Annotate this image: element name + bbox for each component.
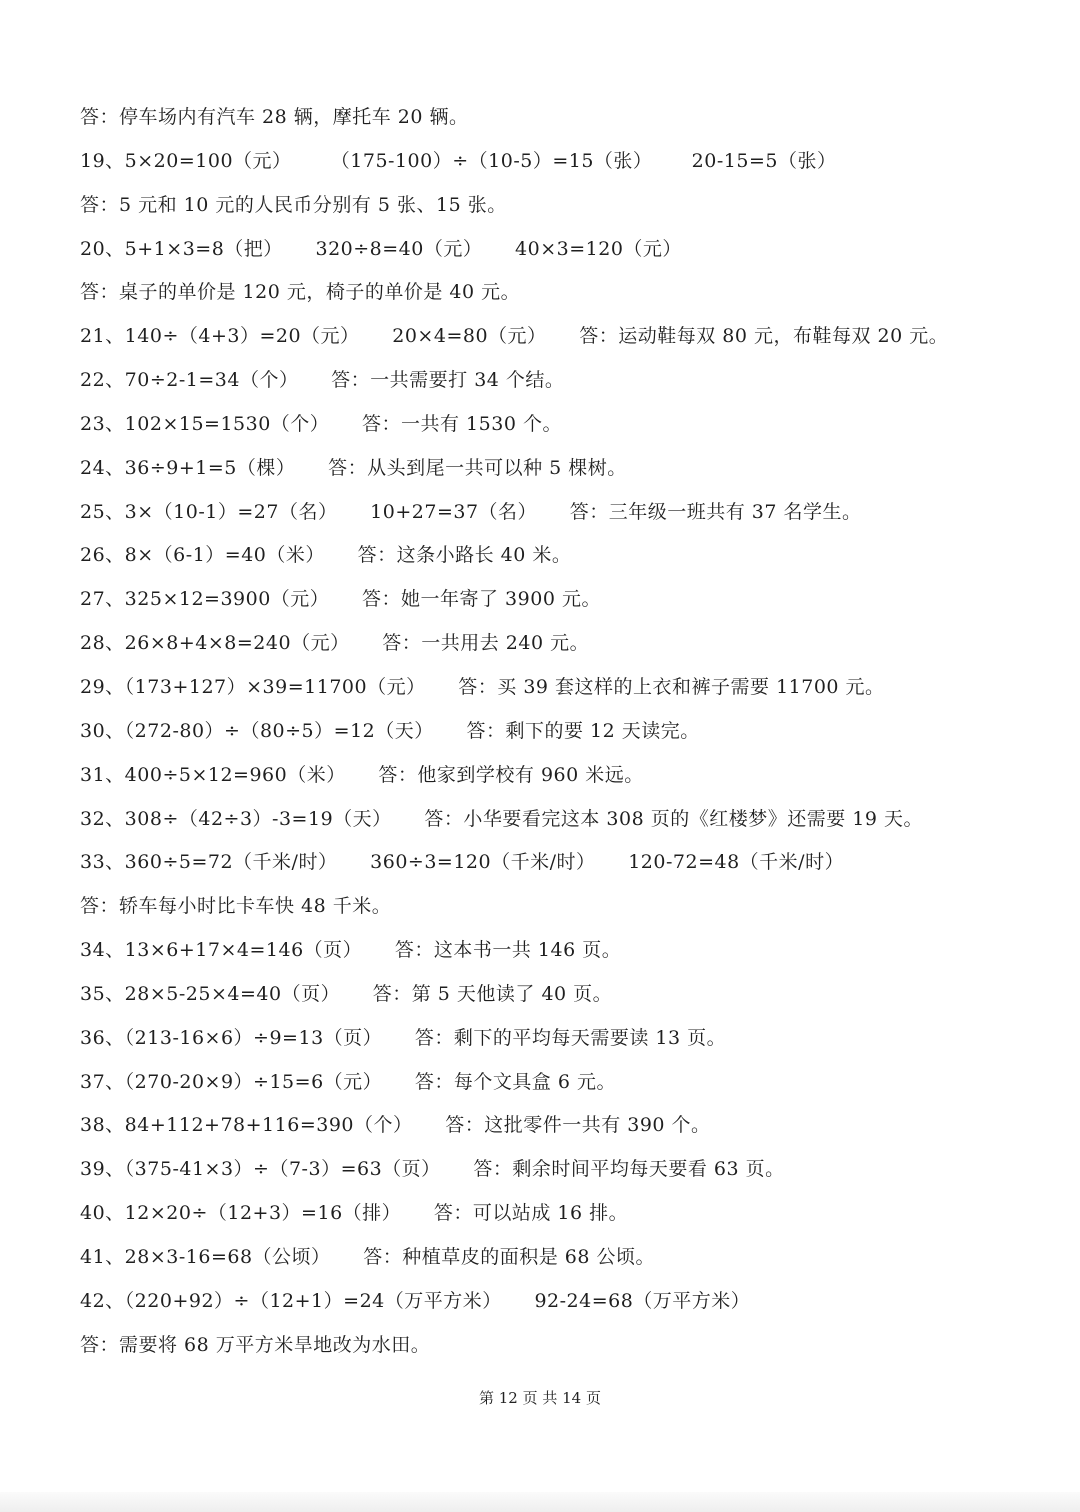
answer-line: 24、36÷9+1=5（棵） 答：从头到尾一共可以种 5 棵树。 (80, 456, 627, 479)
answer-line: 28、26×8+4×8=240（元） 答：一共用去 240 元。 (80, 632, 590, 655)
answer-line: 20、5+1×3=8（把） 320÷8=40（元） 40×3=120（元） (80, 237, 682, 260)
answer-line: 答：需要将 68 万平方米旱地改为水田。 (80, 1333, 431, 1356)
answer-line: 答：5 元和 10 元的人民币分别有 5 张、15 张。 (80, 193, 507, 216)
answer-line: 答：桌子的单价是 120 元，椅子的单价是 40 元。 (80, 281, 521, 304)
answer-line: 35、28×5-25×4=40（页） 答：第 5 天他读了 40 页。 (80, 982, 613, 1005)
scan-bottom-edge (0, 1492, 1080, 1512)
answer-lines (80, 96, 1040, 1367)
answer-line: 27、325×12=3900（元） 答：她一年寄了 3900 元。 (80, 588, 601, 611)
answer-line: 26、8×（6-1）=40（米） 答：这条小路长 40 米。 (80, 544, 572, 567)
answer-line: 42、（220+92）÷（12+1）=24（万平方米） 92-24=68（万平方米） (80, 1289, 751, 1312)
answer-line: 30、（272-80）÷（80÷5）=12（天） 答：剩下的要 12 天读完。 (80, 719, 700, 742)
answer-line: 31、400÷5×12=960（米） 答：他家到学校有 960 米远。 (80, 763, 644, 786)
answer-line: 23、102×15=1530（个） 答：一共有 1530 个。 (80, 412, 562, 435)
answer-line: 41、28×3-16=68（公顷） 答：种植草皮的面积是 68 公顷。 (80, 1245, 656, 1268)
answer-line: 33、360÷5=72（千米/时） 360÷3=120（千米/时） 120-72=48（千米/时） (80, 851, 845, 874)
page-number-footer: 第 12 页 共 14 页 (478, 1389, 601, 1407)
answer-line: 25、3×（10-1）=27（名） 10+27=37（名） 答：三年级一班共有 37 名学生。 (80, 500, 862, 523)
answer-line: 21、140÷（4+3）=20（元） 20×4=80（元） 答：运动鞋每双 80 元，布鞋每双 20 元。 (80, 325, 949, 348)
answer-line: 29、（173+127）×39=11700（元） 答：买 39 套这样的上衣和裤子需要 11700 元。 (80, 675, 885, 698)
answer-line: 答：轿车每小时比卡车快 48 千米。 (80, 895, 392, 918)
answer-line: 34、13×6+17×4=146（页） 答：这本书一共 146 页。 (80, 939, 622, 962)
answer-line: 答：停车场内有汽车 28 辆，摩托车 20 辆。 (80, 106, 469, 128)
answer-line: 40、12×20÷（12+3）=16（排） 答：可以站成 16 排。 (80, 1202, 629, 1225)
answer-line: 32、308÷（42÷3）-3=19（天） 答：小华要看完这本 308 页的《红楼梦》还需要 19 天。 (80, 807, 923, 830)
answer-line: 19、5×20=100（元） （175-100）÷（10-5）=15（张） 20-15=5（张） (80, 149, 837, 172)
answer-line: 39、（375-41×3）÷（7-3）=63（页） 答：剩余时间平均每天要看 63 页。 (80, 1158, 785, 1181)
answer-line: 22、70÷2-1=34（个） 答：一共需要打 34 个结。 (80, 369, 565, 392)
answer-line: 36、（213-16×6）÷9=13（页） 答：剩下的平均每天需要读 13 页。 (80, 1026, 727, 1049)
answer-line: 38、84+112+78+116=390（个） 答：这批零件一共有 390 个。 (80, 1114, 711, 1137)
answer-line: 37、（270-20×9）÷15=6（元） 答：每个文具盒 6 元。 (80, 1070, 617, 1093)
